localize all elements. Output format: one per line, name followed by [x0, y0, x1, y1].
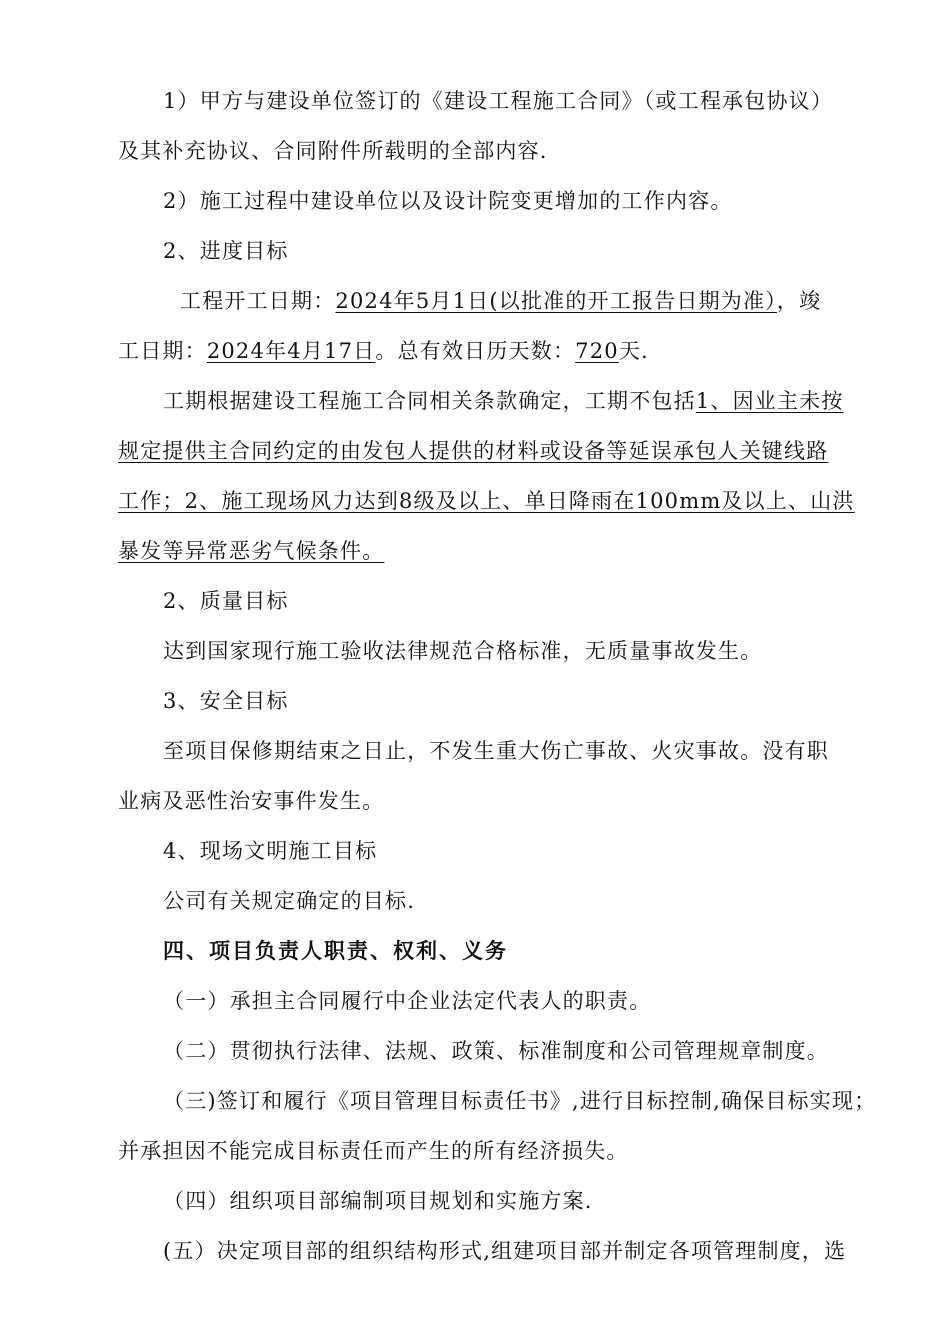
paragraph-line: 及其补充协议、合同附件所载明的全部内容. [118, 139, 548, 163]
section-heading: 3、安全目标 [163, 689, 289, 713]
paragraph-line [118, 336, 858, 366]
paragraph-line: (五）决定项目部的组织结构形式,组建项目部并制定各项管理制度，选 [163, 1239, 847, 1263]
underlined-line: 暴发等异常恶劣气候条件。 [118, 539, 385, 563]
text-span: 工日期： [118, 339, 207, 363]
text-span: ，竣 [776, 289, 822, 313]
text-span: 。总有效日历天数： [375, 339, 576, 363]
paragraph-line: 2）施工过程中建设单位以及设计院变更增加的工作内容。 [163, 189, 733, 213]
paragraph-line: 并承担因不能完成目标责任而产生的所有经济损失。 [118, 1139, 629, 1163]
section-heading: 4、现场文明施工目标 [163, 839, 378, 863]
underlined-date: 2024年5月1日(以批准的开工报告日期为准） [335, 289, 777, 313]
paragraph-line: 公司有关规定确定的目标. [163, 889, 416, 913]
paragraph-line: （三)签订和履行《项目管理目标责任书》,进行目标控制,确保目标实现； [163, 1089, 877, 1113]
paragraph-line: （四）组织项目部编制项目规划和实施方案. [163, 1189, 593, 1213]
underlined-line: 规定提供主合同约定的由发包人提供的材料或设备等延误承包人关键线路 [118, 439, 829, 463]
section-heading: 2、进度目标 [163, 239, 289, 263]
paragraph-line: 1）甲方与建设单位签订的《建设工程施工合同》（或工程承包协议） [163, 89, 834, 113]
underlined-text: 1、因业主未按 [695, 389, 844, 413]
underlined-number: 720 [575, 339, 619, 363]
paragraph-line [180, 286, 858, 316]
paragraph-line: 业病及恶性治安事件发生。 [118, 789, 385, 813]
paragraph-line: 至项目保修期结束之日止，不发生重大伤亡事故、火灾事故。没有职 [163, 739, 829, 763]
underlined-line: 工作；2、施工现场风力达到8级及以上、单日降雨在100mm及以上、山洪 [118, 489, 855, 513]
paragraph-line [163, 386, 858, 416]
paragraph-line: （二）贯彻执行法律、法规、政策、标准制度和公司管理规章制度。 [163, 1039, 829, 1063]
text-span: 工期根据建设工程施工合同相关条款确定，工期不包括 [163, 389, 696, 413]
paragraph-line: 达到国家现行施工验收法律规范合格标准，无质量事故发生。 [163, 639, 763, 663]
text-span: 工程开工日期： [180, 289, 336, 313]
underlined-date: 2024年4月17日 [206, 339, 376, 363]
paragraph-line: （一）承担主合同履行中企业法定代表人的职责。 [163, 989, 652, 1013]
text-span: 天. [618, 339, 649, 363]
chapter-heading: 四、项目负责人职责、权利、义务 [163, 938, 508, 963]
section-heading: 2、质量目标 [163, 589, 289, 613]
